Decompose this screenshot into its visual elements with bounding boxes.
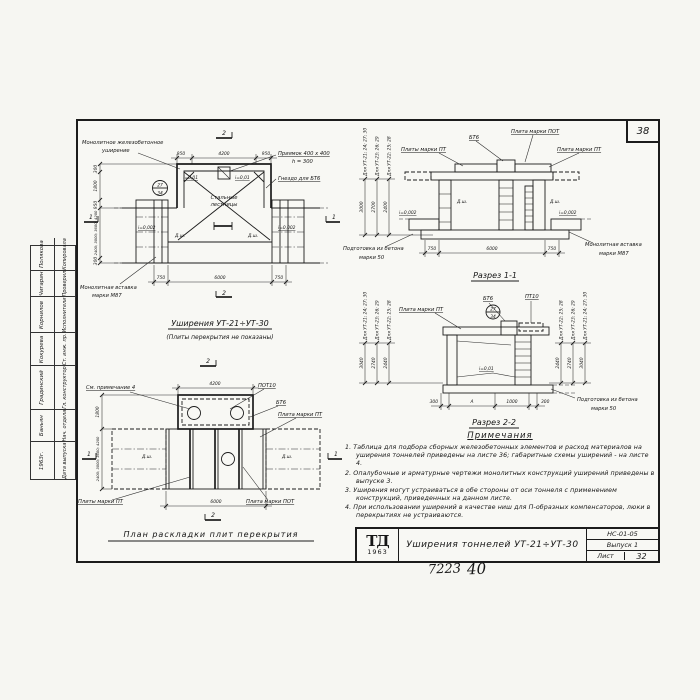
notes-block bbox=[345, 431, 655, 522]
variant-dim: 2740 bbox=[372, 357, 377, 369]
insert-label: Монолитная вставка bbox=[80, 285, 137, 291]
variant-dim: 2400 bbox=[384, 201, 389, 213]
dim-A: А bbox=[470, 400, 474, 405]
variant-dim: 2700 bbox=[372, 201, 377, 213]
stamp-name: Градинский bbox=[31, 366, 55, 408]
variant-dim: 3000 bbox=[360, 201, 365, 213]
dim-left: 300 bbox=[94, 164, 99, 174]
dim-1800: 1800 bbox=[96, 406, 101, 418]
detail-marker: 27 bbox=[490, 307, 496, 313]
insert-label: Монолитная вставка bbox=[585, 242, 642, 248]
pt10-label: ПТ10 bbox=[525, 294, 539, 300]
section-mark-2: 2 bbox=[222, 290, 226, 297]
drawing-title: Уширения тоннелей УТ-21÷УТ-30 bbox=[406, 540, 579, 550]
handwritten-page-number: 40 bbox=[466, 559, 487, 579]
pot10-label: ПОТ10 bbox=[258, 383, 276, 389]
dim-6000: 6000 bbox=[486, 247, 498, 252]
note-item: 1. Таблица для подбора сборных железобетонных элементов и расход материалов на уширения тоннелей приведены на листе 36; габаритные схемы уширений - на листе 4. bbox=[345, 444, 649, 468]
insert-label: марки М87 bbox=[599, 251, 629, 257]
variant-dim: 2740 bbox=[568, 357, 573, 369]
monolithic-widening-label: уширение bbox=[102, 148, 130, 154]
section-mark-2: 2 bbox=[222, 130, 226, 137]
sheet-number: 32 bbox=[636, 551, 647, 561]
pt-plate-label: Плита марки ПТ bbox=[557, 147, 602, 153]
logo-text: ТД bbox=[366, 532, 389, 550]
variant-label: Для УТ-21; 24; 27; 30 bbox=[583, 291, 589, 340]
slope-label: i=0,002 bbox=[278, 226, 296, 231]
stamp-cell bbox=[31, 297, 75, 333]
detail-marker: 34 bbox=[490, 315, 496, 320]
stamp-name: Полякова bbox=[31, 238, 55, 270]
plan-text-labels bbox=[80, 130, 336, 341]
variant-label: Для УТ-21; 24; 27; 30 bbox=[363, 291, 369, 340]
stamp-cell bbox=[31, 270, 75, 297]
dim-6000: 6000 bbox=[214, 276, 226, 281]
issue-number: Выпуск 1 bbox=[587, 540, 658, 551]
stamp-cell bbox=[31, 238, 75, 270]
ladders-label: лестницы bbox=[210, 202, 238, 208]
dim-left: 950 bbox=[94, 200, 99, 210]
section-1-1-view bbox=[343, 122, 660, 290]
stamp-role: Дата выпуска bbox=[61, 442, 68, 479]
dsh-mark: Д.ш. bbox=[282, 455, 293, 460]
variant-dim: 3040 bbox=[360, 357, 365, 369]
dim-left: 1800 bbox=[94, 180, 99, 192]
stamp-name: Баньян bbox=[31, 410, 55, 442]
notes-heading: Примечания bbox=[467, 431, 533, 441]
section1-title: Разрез 1-1 bbox=[473, 271, 517, 280]
dim-300: 300 bbox=[429, 400, 438, 405]
plan2-text-labels bbox=[78, 358, 338, 539]
variant-label: Для УТ-23; 26; 29 bbox=[375, 300, 381, 340]
section-mark-1: 1 bbox=[334, 451, 338, 458]
stamp-cell bbox=[31, 409, 75, 442]
slab-layout-plan bbox=[78, 355, 345, 550]
prep-label: марки 50 bbox=[359, 255, 385, 261]
section2-title: Разрез 2-2 bbox=[472, 418, 516, 427]
dsh-mark: Д.ш. bbox=[457, 200, 468, 205]
dsh-mark: Д.ш. bbox=[248, 234, 259, 239]
dim-left: 300 bbox=[94, 256, 99, 266]
document-number: НС-01-05 bbox=[587, 529, 658, 540]
stamp-role: Нач. отдела bbox=[61, 409, 68, 442]
detail-marker: 27 bbox=[157, 183, 163, 189]
section1-text-labels bbox=[343, 128, 642, 280]
slope-label: i=0,01 bbox=[183, 176, 198, 181]
note-item: 2. Опалубочные и арматурные чертежи монолитных конструкций уширений приведены в выпуске 3. bbox=[345, 469, 655, 485]
stamp-cell bbox=[31, 442, 75, 480]
dim-750: 750 bbox=[427, 247, 437, 252]
section-mark-1: 1 bbox=[89, 214, 93, 221]
variant-label: Для УТ-23; 26; 29 bbox=[375, 136, 381, 176]
ladders-label: Стальные bbox=[210, 195, 238, 201]
plan-subtitle: (Плиты перекрытия не показаны) bbox=[166, 334, 274, 341]
signature-stamp-strip bbox=[30, 238, 76, 480]
plan2-title: План раскладки плит перекрытия bbox=[123, 530, 299, 539]
stamp-name: 1963г. bbox=[31, 443, 55, 480]
pot-plate-label: Плита марки ПОТ bbox=[511, 129, 560, 135]
stamp-role: Проверил bbox=[61, 270, 68, 297]
pit-label: Приямок 400 х 400 bbox=[278, 151, 330, 157]
pit-label: h = 300 bbox=[292, 159, 313, 165]
variant-label: Для УТ-22; 25; 28 bbox=[387, 136, 393, 176]
variant-label: Для УТ-21; 24; 27; 30 bbox=[363, 127, 369, 176]
insert-label: марки М87 bbox=[92, 293, 122, 299]
dim-300: 300 bbox=[541, 400, 550, 405]
pt-plates-label: Плиты марки ПТ bbox=[78, 499, 123, 505]
note-item: 4. При использовании уширений в качестве ниш для П-образных компенсаторов, люки в перекрытиях не устраиваются. bbox=[345, 504, 651, 520]
dim-4200: 4200 bbox=[218, 152, 230, 157]
section-mark-1: 1 bbox=[332, 214, 336, 221]
plan-view-widening bbox=[80, 122, 345, 357]
bt6-label: БТ6 bbox=[469, 135, 480, 141]
stamp-name: Корнилов bbox=[31, 298, 55, 333]
slope-label: i=0,002 bbox=[138, 226, 156, 231]
signature-stamp-table bbox=[30, 238, 76, 480]
section-mark-2: 2 bbox=[211, 512, 215, 519]
variant-label: Для УТ-22; 25; 28 bbox=[559, 300, 565, 340]
section-2-2-view bbox=[343, 285, 660, 440]
stamp-role: Исполнители bbox=[61, 297, 68, 333]
detail-marker: 34 bbox=[157, 191, 163, 197]
slope-label: i=0,002 bbox=[399, 211, 417, 216]
dsh-mark: Д.ш. bbox=[142, 455, 153, 460]
variant-dim: 3040 bbox=[580, 357, 585, 369]
pt-plates-label: Плиты марки ПТ bbox=[401, 147, 446, 153]
dim-750: 750 bbox=[274, 276, 284, 281]
prep-label: Подготовка из бетона bbox=[577, 397, 638, 403]
stamp-role: Гл. конструктор bbox=[61, 366, 68, 409]
section1-structure bbox=[359, 135, 593, 281]
dim-750: 750 bbox=[547, 247, 557, 252]
variant-dim: 2440 bbox=[384, 357, 389, 369]
note-item: 3. Уширения могут устраиваться в обе стороны от оси тоннеля с применением конструкций, приведенных на данном листе. bbox=[345, 486, 617, 503]
slope-label: i=0,01 bbox=[479, 367, 494, 372]
sheet-row bbox=[587, 551, 658, 561]
bt6-label: БТ6 bbox=[483, 296, 494, 302]
title-block-right bbox=[586, 529, 658, 561]
dim-left: 2400; 3000; 3600; 4200 bbox=[94, 210, 98, 256]
dim-950: 950 bbox=[176, 152, 186, 157]
dim-4200: 4200 bbox=[209, 382, 221, 387]
bt6-label: БТ6 bbox=[276, 400, 287, 406]
stamp-cell bbox=[31, 365, 75, 408]
title-block bbox=[355, 527, 660, 563]
sheet-label: Лист bbox=[587, 552, 625, 560]
prep-label: Подготовка из бетона bbox=[343, 246, 404, 252]
pt-plate-label: Плита марки ПТ bbox=[278, 412, 323, 418]
variant-dim: 2440 bbox=[556, 357, 561, 369]
stamp-name: Чигарин bbox=[31, 271, 55, 297]
slope-label: i=0,002 bbox=[559, 211, 577, 216]
section-mark-2: 2 bbox=[206, 358, 210, 365]
dim-750: 750 bbox=[156, 276, 166, 281]
socket-label: Гнездо для БТ6 bbox=[278, 176, 321, 182]
dim-950: 950 bbox=[261, 152, 271, 157]
variant-label: Для УТ-22; 25; 28 bbox=[387, 300, 393, 340]
slope-label: i=0,01 bbox=[235, 176, 250, 181]
dsh-mark: Д.ш. bbox=[175, 234, 186, 239]
corner-number-text: 38 bbox=[636, 125, 650, 137]
section-mark-1: 1 bbox=[87, 451, 91, 458]
handwritten-archive-code: 7223 bbox=[427, 561, 462, 578]
dim-variants: 2400; 3000; 3600; 4200 bbox=[96, 436, 100, 482]
dim-6000: 6000 bbox=[210, 500, 222, 505]
variant-label: Для УТ-23; 26; 29 bbox=[571, 300, 577, 340]
logo-year: 1963 bbox=[367, 548, 388, 556]
monolithic-widening-label: Монолитное железобетонное bbox=[82, 140, 164, 146]
pot-plate-label: Плита марки ПОТ bbox=[246, 499, 295, 505]
stamp-role: Копировала bbox=[61, 238, 68, 270]
pt-plate-label: Плита марки ПТ bbox=[399, 307, 444, 313]
dsh-mark: Д.ш. bbox=[550, 200, 561, 205]
stamp-cell bbox=[31, 332, 75, 365]
organization-logo bbox=[357, 529, 399, 561]
stamp-name: Кокурева bbox=[31, 333, 55, 365]
dim-1000: 1000 bbox=[506, 400, 518, 405]
plan-title: Уширения УТ-21÷УТ-30 bbox=[171, 319, 269, 328]
see-note-label: См. примечание 4 bbox=[86, 385, 136, 391]
stamp-role: Ст. инж. пр. bbox=[61, 333, 68, 366]
prep-label: марки 50 bbox=[591, 406, 617, 412]
